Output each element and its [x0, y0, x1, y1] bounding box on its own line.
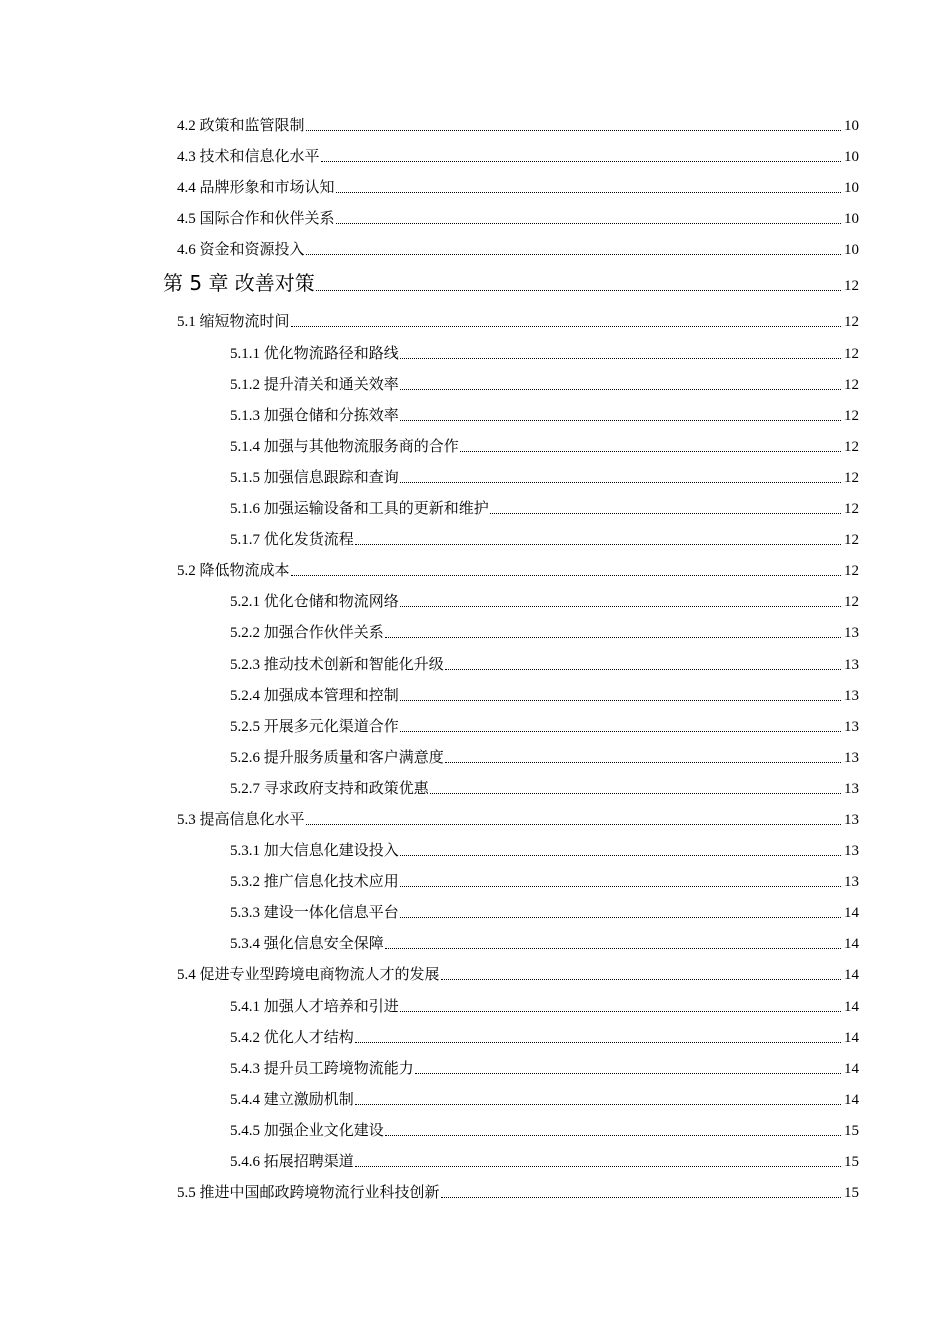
toc-page-number: 15 — [844, 1122, 859, 1139]
toc-page-number: 12 — [844, 278, 859, 295]
dot-leader — [400, 1011, 841, 1012]
toc-entry[interactable] — [0, 461, 859, 492]
dot-leader — [400, 389, 841, 390]
toc-entry-title: 4.3 技术和信息化水平 — [177, 149, 320, 166]
dot-leader — [400, 606, 841, 607]
toc-page-number: 14 — [844, 1060, 859, 1077]
dot-leader — [306, 824, 841, 825]
toc-page-number: 12 — [844, 469, 859, 486]
dot-leader — [336, 192, 841, 193]
toc-entry-title: 5.2.7 寻求政府支持和政策优惠 — [230, 780, 429, 797]
toc-entry-title: 5.1.2 提升清关和通关效率 — [230, 376, 399, 393]
toc-entry[interactable] — [0, 368, 859, 399]
dot-leader — [385, 637, 841, 638]
toc-entry[interactable] — [0, 989, 859, 1020]
toc-entry[interactable] — [0, 741, 859, 772]
toc-entry-title: 5.1.4 加强与其他物流服务商的合作 — [230, 438, 459, 455]
dot-leader — [490, 513, 841, 514]
toc-entry[interactable] — [0, 865, 859, 896]
dot-leader — [430, 793, 841, 794]
dot-leader — [355, 1166, 841, 1167]
toc-page-number: 13 — [844, 749, 859, 766]
toc-entry-title: 5.2.4 加强成本管理和控制 — [230, 687, 399, 704]
toc-entry[interactable] — [0, 109, 859, 140]
toc-entry-title: 5.3.4 强化信息安全保障 — [230, 936, 384, 953]
toc-entry-title: 5.3.1 加大信息化建设投入 — [230, 843, 399, 860]
toc-page-number: 14 — [844, 1029, 859, 1046]
toc-entry-title: 5.4.2 优化人才结构 — [230, 1029, 354, 1046]
toc-entry[interactable] — [0, 171, 859, 202]
toc-page-number: 14 — [844, 936, 859, 953]
dot-leader — [355, 544, 841, 545]
dot-leader — [385, 1135, 841, 1136]
dot-leader — [400, 731, 841, 732]
toc-page-number: 14 — [844, 905, 859, 922]
dot-leader — [445, 762, 841, 763]
toc-page-number: 13 — [844, 687, 859, 704]
toc-entry[interactable] — [0, 927, 859, 958]
toc-entry[interactable] — [0, 554, 859, 585]
toc-entry-title: 5.2.5 开展多元化渠道合作 — [230, 718, 399, 735]
toc-entry-title: 5.1.3 加强仓储和分拣效率 — [230, 407, 399, 424]
dot-leader — [306, 254, 841, 255]
dot-leader — [400, 855, 841, 856]
toc-entry-title: 5.4.4 建立激励机制 — [230, 1091, 354, 1108]
toc-entry[interactable] — [0, 202, 859, 233]
dot-leader — [460, 451, 841, 452]
toc-entry-title: 4.5 国际合作和伙伴关系 — [177, 211, 335, 228]
toc-entry[interactable] — [0, 1052, 859, 1083]
dot-leader — [321, 161, 841, 162]
toc-entry-title: 4.4 品牌形象和市场认知 — [177, 180, 335, 197]
toc-entry-title: 5.1.5 加强信息跟踪和查询 — [230, 469, 399, 486]
dot-leader — [445, 669, 841, 670]
toc-entry[interactable] — [0, 1083, 859, 1114]
dot-leader — [400, 700, 841, 701]
toc-chapter-entry[interactable] — [0, 264, 859, 300]
dot-leader — [355, 1104, 841, 1105]
toc-page-number: 12 — [844, 501, 859, 518]
dot-leader — [316, 290, 841, 291]
table-of-contents — [0, 109, 950, 1207]
toc-entry[interactable] — [0, 523, 859, 554]
toc-entry[interactable] — [0, 300, 859, 336]
toc-page-number: 10 — [844, 242, 859, 259]
toc-entry[interactable] — [0, 647, 859, 678]
dot-leader — [400, 358, 841, 359]
toc-entry-title: 5.5 推进中国邮政跨境物流行业科技创新 — [177, 1185, 440, 1202]
toc-entry-title: 第 5 章 改善对策 — [163, 271, 315, 296]
toc-entry-title: 5.4 促进专业型跨境电商物流人才的发展 — [177, 967, 440, 984]
toc-entry-title: 5.2.1 优化仓储和物流网络 — [230, 594, 399, 611]
dot-leader — [400, 482, 841, 483]
toc-entry-title: 5.4.5 加强企业文化建设 — [230, 1122, 384, 1139]
toc-entry-title: 5.3.2 推广信息化技术应用 — [230, 874, 399, 891]
toc-entry[interactable] — [0, 492, 859, 523]
dot-leader — [291, 326, 841, 327]
dot-leader — [415, 1073, 841, 1074]
toc-entry[interactable] — [0, 336, 859, 367]
toc-entry-title: 5.2.6 提升服务质量和客户满意度 — [230, 749, 444, 766]
toc-page-number: 14 — [844, 998, 859, 1015]
toc-entry[interactable] — [0, 233, 859, 264]
toc-page-number: 12 — [844, 563, 859, 580]
toc-page-number: 13 — [844, 811, 859, 828]
toc-entry-title: 5.2.2 加强合作伙伴关系 — [230, 625, 384, 642]
toc-entry[interactable] — [0, 1021, 859, 1052]
toc-page-number: 13 — [844, 625, 859, 642]
toc-entry[interactable] — [0, 679, 859, 710]
toc-page-number: 12 — [844, 314, 859, 331]
toc-entry-title: 5.1.1 优化物流路径和路线 — [230, 345, 399, 362]
toc-entry[interactable] — [0, 1114, 859, 1145]
toc-page-number: 10 — [844, 149, 859, 166]
dot-leader — [441, 1197, 841, 1198]
toc-page-number: 15 — [844, 1154, 859, 1170]
toc-entry-title: 5.1.6 加强运输设备和工具的更新和维护 — [230, 501, 489, 518]
toc-page-number: 13 — [844, 874, 859, 891]
toc-page-number: 14 — [844, 1091, 859, 1108]
toc-entry[interactable] — [0, 140, 859, 171]
dot-leader — [400, 420, 841, 421]
toc-entry[interactable] — [0, 1176, 859, 1207]
toc-page-number: 12 — [844, 532, 859, 549]
toc-entry[interactable] — [0, 1145, 859, 1176]
toc-page-number: 12 — [844, 438, 859, 455]
toc-entry[interactable] — [0, 803, 859, 834]
toc-entry-title: 5.3.3 建设一体化信息平台 — [230, 905, 399, 922]
dot-leader — [336, 223, 841, 224]
toc-entry-title: 4.6 资金和资源投入 — [177, 242, 305, 259]
toc-entry-title: 5.4.1 加强人才培养和引进 — [230, 998, 399, 1015]
toc-page-number: 13 — [844, 656, 859, 673]
toc-entry[interactable] — [0, 834, 859, 865]
toc-page-number: 10 — [844, 118, 859, 135]
toc-entry-title: 4.2 政策和监管限制 — [177, 118, 305, 135]
dot-leader — [291, 575, 841, 576]
dot-leader — [400, 886, 841, 887]
toc-page-number: 12 — [844, 594, 859, 611]
toc-entry-title: 5.2 降低物流成本 — [177, 563, 290, 580]
toc-page-number: 15 — [844, 1185, 859, 1202]
toc-page-number: 12 — [844, 407, 859, 424]
dot-leader — [385, 948, 841, 949]
dot-leader — [355, 1042, 841, 1043]
toc-page-number: 10 — [844, 211, 859, 228]
toc-entry[interactable] — [0, 772, 859, 803]
dot-leader — [306, 130, 841, 131]
toc-entry-title: 5.3 提高信息化水平 — [177, 811, 305, 828]
toc-page-number: 12 — [844, 376, 859, 393]
toc-entry-title: 5.4.6 拓展招聘渠道 — [230, 1154, 354, 1170]
toc-entry-title: 5.1.7 优化发货流程 — [230, 532, 354, 549]
toc-page-number: 14 — [844, 967, 859, 984]
dot-leader — [400, 917, 841, 918]
toc-entry[interactable] — [0, 616, 859, 647]
dot-leader — [441, 979, 841, 980]
toc-entry[interactable] — [0, 896, 859, 927]
toc-entry-title: 5.4.3 提升员工跨境物流能力 — [230, 1060, 414, 1077]
toc-entry[interactable] — [0, 430, 859, 461]
toc-page-number: 13 — [844, 843, 859, 860]
toc-page-number: 13 — [844, 718, 859, 735]
toc-entry[interactable] — [0, 958, 859, 989]
toc-page-number: 12 — [844, 345, 859, 362]
toc-entry-title: 5.1 缩短物流时间 — [177, 314, 290, 331]
toc-entry[interactable] — [0, 585, 859, 616]
toc-page-number: 10 — [844, 180, 859, 197]
toc-page-number: 13 — [844, 780, 859, 797]
toc-entry[interactable] — [0, 710, 859, 741]
toc-entry-title: 5.2.3 推动技术创新和智能化升级 — [230, 656, 444, 673]
toc-entry[interactable] — [0, 399, 859, 430]
